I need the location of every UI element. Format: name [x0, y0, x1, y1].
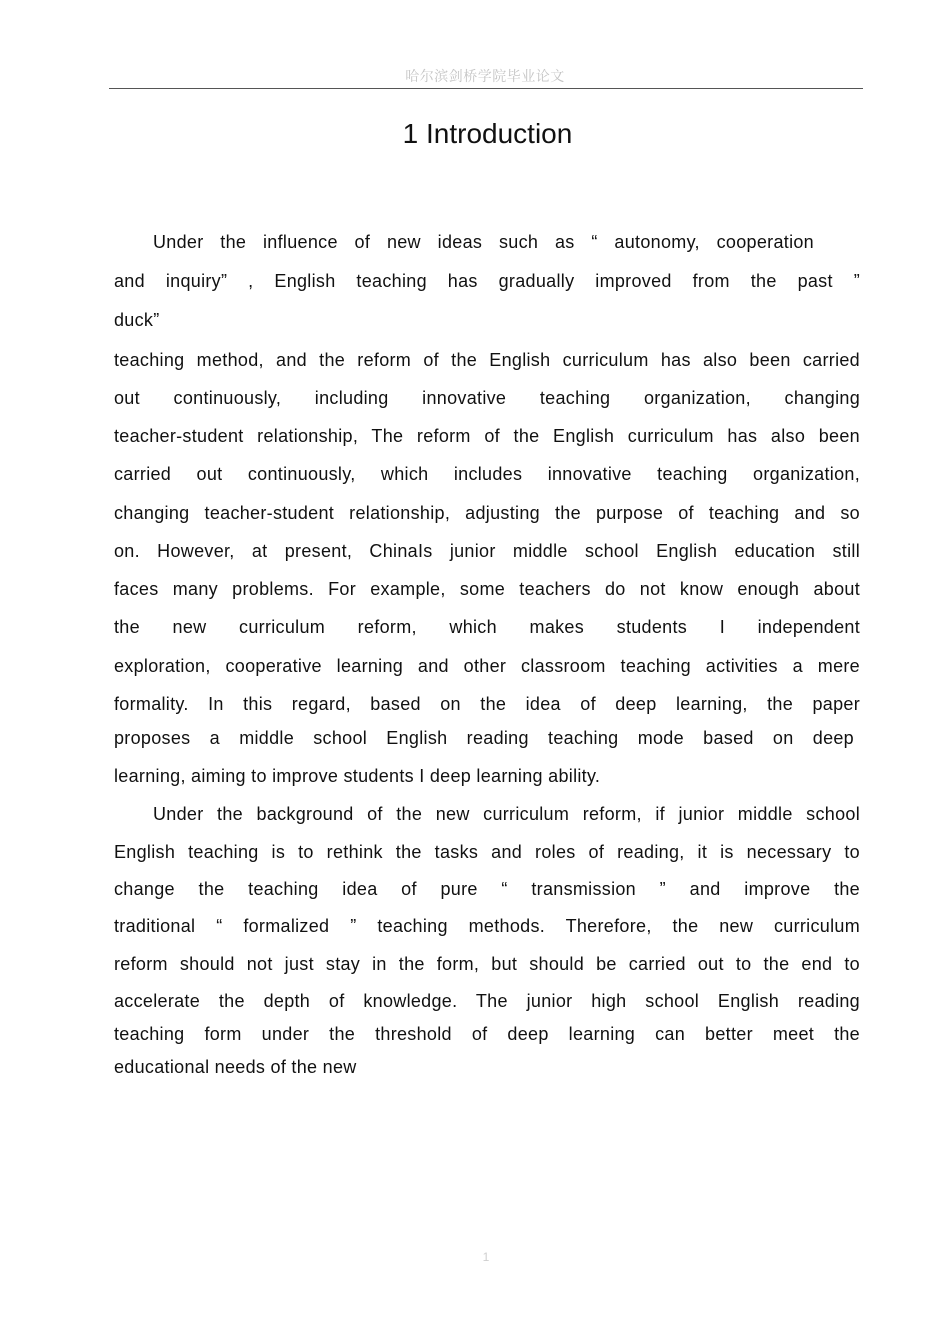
text-line: duck” — [114, 310, 160, 330]
text-line: changing teacher-student relationship, adjusting the purpose of teaching and so — [114, 503, 860, 523]
text-line: teacher-student relationship, The reform of the English curriculum has also been — [114, 426, 860, 446]
text-line: accelerate the depth of knowledge. The junior high school English reading — [114, 991, 860, 1011]
page-number: 1 — [482, 1250, 490, 1264]
text-line: learning, aiming to improve students I deep learning ability. — [114, 766, 601, 786]
text-line: on. However, at present, ChinaIs junior middle school English education still — [114, 541, 860, 561]
chapter-title: 1 Introduction — [402, 118, 573, 149]
text-line: exploration, cooperative learning and other classroom teaching activities a mere — [114, 656, 860, 676]
text-line: formality. In this regard, based on the idea of deep learning, the paper — [114, 694, 860, 714]
text-line: carried out continuously, which includes innovative teaching organization, — [114, 464, 860, 484]
text-line: educational needs of the new — [114, 1057, 357, 1077]
text-line: reform should not just stay in the form, but should be carried out to the end to — [114, 954, 860, 974]
text-line: change the teaching idea of pure “ transmission ” and improve the — [114, 879, 860, 899]
text-line: proposes a middle school English reading teaching mode based on deep — [114, 728, 854, 748]
header-rule — [109, 88, 863, 89]
text-line: Under the background of the new curriculum reform, if junior middle school — [153, 804, 860, 824]
running-header: 哈尔滨剑桥学院毕业论文 — [405, 68, 565, 84]
text-line: faces many problems. For example, some teachers do not know enough about — [114, 579, 860, 599]
text-line: and inquiry” , English teaching has gradually improved from the past ” — [114, 271, 860, 291]
text-line: traditional “ formalized ” teaching methods. Therefore, the new curriculum — [114, 916, 860, 936]
text-line: the new curriculum reform, which makes students I independent — [114, 617, 860, 637]
text-line: Under the influence of new ideas such as “ autonomy, cooperation — [153, 232, 814, 252]
text-line: English teaching is to rethink the tasks and roles of reading, it is necessary to — [114, 842, 860, 862]
text-line: out continuously, including innovative teaching organization, changing — [114, 388, 860, 408]
text-line: teaching method, and the reform of the English curriculum has also been carried — [114, 350, 860, 370]
text-line: teaching form under the threshold of deep learning can better meet the — [114, 1024, 860, 1044]
